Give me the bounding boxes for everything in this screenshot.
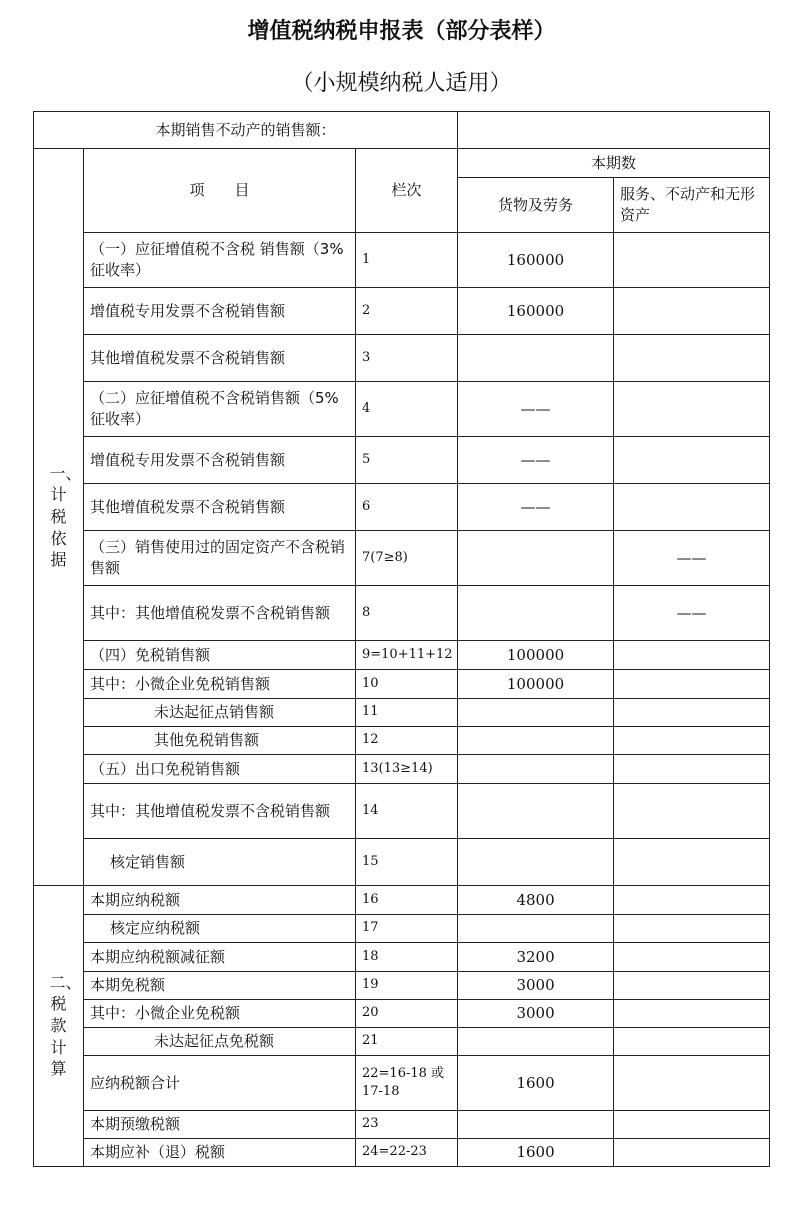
row-label: 本期免税额 (84, 972, 356, 1000)
row-services[interactable] (614, 670, 770, 699)
header-current: 本期数 (458, 149, 770, 178)
row-goods[interactable]: 1600 (458, 1139, 614, 1167)
row-label: 本期应纳税额 (84, 886, 356, 915)
row-goods[interactable]: —— (458, 382, 614, 437)
table-row (34, 233, 770, 288)
row-label: 本期应纳税额减征额 (84, 943, 356, 972)
row-goods[interactable]: —— (458, 437, 614, 484)
row-services[interactable] (614, 1139, 770, 1167)
row-col: 20 (356, 1000, 458, 1028)
table-row (34, 335, 770, 382)
row-services[interactable] (614, 1000, 770, 1028)
row-col: 1 (356, 233, 458, 288)
row-goods[interactable] (458, 839, 614, 886)
row-label: 增值税专用发票不含税销售额 (84, 437, 356, 484)
row-label: 本期预缴税额 (84, 1111, 356, 1139)
row-label: 核定应纳税额 (84, 915, 356, 943)
table-row (34, 727, 770, 755)
row-services[interactable]: —— (614, 531, 770, 586)
row-goods[interactable] (458, 586, 614, 641)
table-row (34, 1000, 770, 1028)
row-goods[interactable] (458, 727, 614, 755)
table-row (34, 915, 770, 943)
row-goods[interactable] (458, 699, 614, 727)
row-services[interactable] (614, 335, 770, 382)
table-row (34, 382, 770, 437)
real-estate-sales-value[interactable] (458, 112, 770, 149)
row-col: 23 (356, 1111, 458, 1139)
row-goods[interactable] (458, 755, 614, 784)
row-services[interactable] (614, 755, 770, 784)
table-row (34, 641, 770, 670)
row-col: 24=22-23 (356, 1139, 458, 1167)
table-row (34, 670, 770, 699)
row-goods[interactable]: 1600 (458, 1056, 614, 1111)
section-calc-label: 二、税款计算 (49, 972, 82, 1079)
table-row (34, 943, 770, 972)
row-col: 3 (356, 335, 458, 382)
row-label: （五）出口免税销售额 (84, 755, 356, 784)
row-services[interactable] (614, 886, 770, 915)
header-item: 项 目 (84, 149, 356, 233)
row-label: （二）应征增值税不含税销售额（5%征收率） (84, 382, 356, 437)
row-col: 15 (356, 839, 458, 886)
row-label: 其他增值税发票不含税销售额 (84, 484, 356, 531)
row-col: 17 (356, 915, 458, 943)
table-row (34, 886, 770, 915)
row-label: 应纳税额合计 (84, 1056, 356, 1111)
row-goods[interactable] (458, 335, 614, 382)
row-label: （四）免税销售额 (84, 641, 356, 670)
row-goods[interactable]: 3000 (458, 972, 614, 1000)
row-col: 10 (356, 670, 458, 699)
table-row (34, 437, 770, 484)
row-label: 增值税专用发票不含税销售额 (84, 288, 356, 335)
row-services[interactable] (614, 943, 770, 972)
row-col: 5 (356, 437, 458, 484)
header-row-1 (34, 149, 770, 178)
table-row (34, 531, 770, 586)
row-label: （一）应征增值税不含税 销售额（3%征收率） (84, 233, 356, 288)
table-row (34, 1028, 770, 1056)
row-col: 13(13≥14) (356, 755, 458, 784)
table-row (34, 1056, 770, 1111)
row-services[interactable] (614, 915, 770, 943)
row-services[interactable] (614, 233, 770, 288)
row-goods[interactable] (458, 1028, 614, 1056)
row-goods[interactable]: 3000 (458, 1000, 614, 1028)
row-goods[interactable] (458, 1111, 614, 1139)
row-services[interactable] (614, 839, 770, 886)
table-row (34, 288, 770, 335)
row-label: 其中：其他增值税发票不含税销售额 (84, 784, 356, 839)
row-services[interactable] (614, 784, 770, 839)
header-goods: 货物及劳务 (458, 178, 614, 233)
table-row (34, 972, 770, 1000)
row-label: 核定销售额 (84, 839, 356, 886)
row-services[interactable] (614, 437, 770, 484)
row-goods[interactable] (458, 915, 614, 943)
row-col: 7(7≥8) (356, 531, 458, 586)
table-row (34, 699, 770, 727)
row-label: 未达起征点免税额 (84, 1028, 356, 1056)
row-col: 14 (356, 784, 458, 839)
row-col: 8 (356, 586, 458, 641)
row-label: 其中：小微企业免税额 (84, 1000, 356, 1028)
row-label: 未达起征点销售额 (84, 699, 356, 727)
row-services[interactable]: —— (614, 586, 770, 641)
row-goods[interactable]: 3200 (458, 943, 614, 972)
row-label: 本期应补（退）税额 (84, 1139, 356, 1167)
row-col: 6 (356, 484, 458, 531)
section-calc (34, 886, 84, 1167)
row-col: 4 (356, 382, 458, 437)
row-col: 16 (356, 886, 458, 915)
header-col: 栏次 (356, 149, 458, 233)
header-services: 服务、不动产和无形资产 (614, 178, 770, 233)
row-services[interactable] (614, 699, 770, 727)
table-row (34, 839, 770, 886)
row-services[interactable] (614, 288, 770, 335)
table-row (34, 586, 770, 641)
row-services[interactable] (614, 382, 770, 437)
row-label: 其他免税销售额 (84, 727, 356, 755)
row-services[interactable] (614, 1111, 770, 1139)
row-goods[interactable]: 4800 (458, 886, 614, 915)
table-row (34, 1111, 770, 1139)
row-label: 其中：小微企业免税销售额 (84, 670, 356, 699)
row-col: 11 (356, 699, 458, 727)
row-col: 9=10+11+12 (356, 641, 458, 670)
section-basis-label: 一、计税依据 (49, 463, 82, 570)
row-services[interactable] (614, 641, 770, 670)
row-services[interactable] (614, 972, 770, 1000)
row-goods[interactable] (458, 784, 614, 839)
row-services[interactable] (614, 484, 770, 531)
form-subtitle: （小规模纳税人适用） (291, 71, 512, 96)
row-col: 12 (356, 727, 458, 755)
row-services[interactable] (614, 1056, 770, 1111)
row-goods[interactable]: 160000 (458, 288, 614, 335)
row-goods[interactable]: 100000 (458, 641, 614, 670)
row-col: 21 (356, 1028, 458, 1056)
table-row (34, 755, 770, 784)
vat-return-table (33, 111, 770, 1167)
table-row (34, 1139, 770, 1167)
table-row (34, 484, 770, 531)
row-goods[interactable] (458, 531, 614, 586)
row-col: 2 (356, 288, 458, 335)
row-goods[interactable]: —— (458, 484, 614, 531)
row-col: 19 (356, 972, 458, 1000)
form-title: 增值税纳税申报表（部分表样） (247, 19, 556, 44)
real-estate-sales-label: 本期销售不动产的销售额： (34, 112, 458, 149)
row-label: （三）销售使用过的固定资产不含税销售额 (84, 531, 356, 586)
row-goods[interactable]: 100000 (458, 670, 614, 699)
row-col: 18 (356, 943, 458, 972)
real-estate-sales-row (34, 112, 770, 149)
row-label: 其他增值税发票不含税销售额 (84, 335, 356, 382)
row-services[interactable] (614, 1028, 770, 1056)
table-row (34, 784, 770, 839)
row-services[interactable] (614, 727, 770, 755)
row-label: 其中：其他增值税发票不含税销售额 (84, 586, 356, 641)
row-col: 22=16-18 或 17-18 (356, 1056, 458, 1111)
section-basis (34, 149, 84, 886)
row-goods[interactable]: 160000 (458, 233, 614, 288)
